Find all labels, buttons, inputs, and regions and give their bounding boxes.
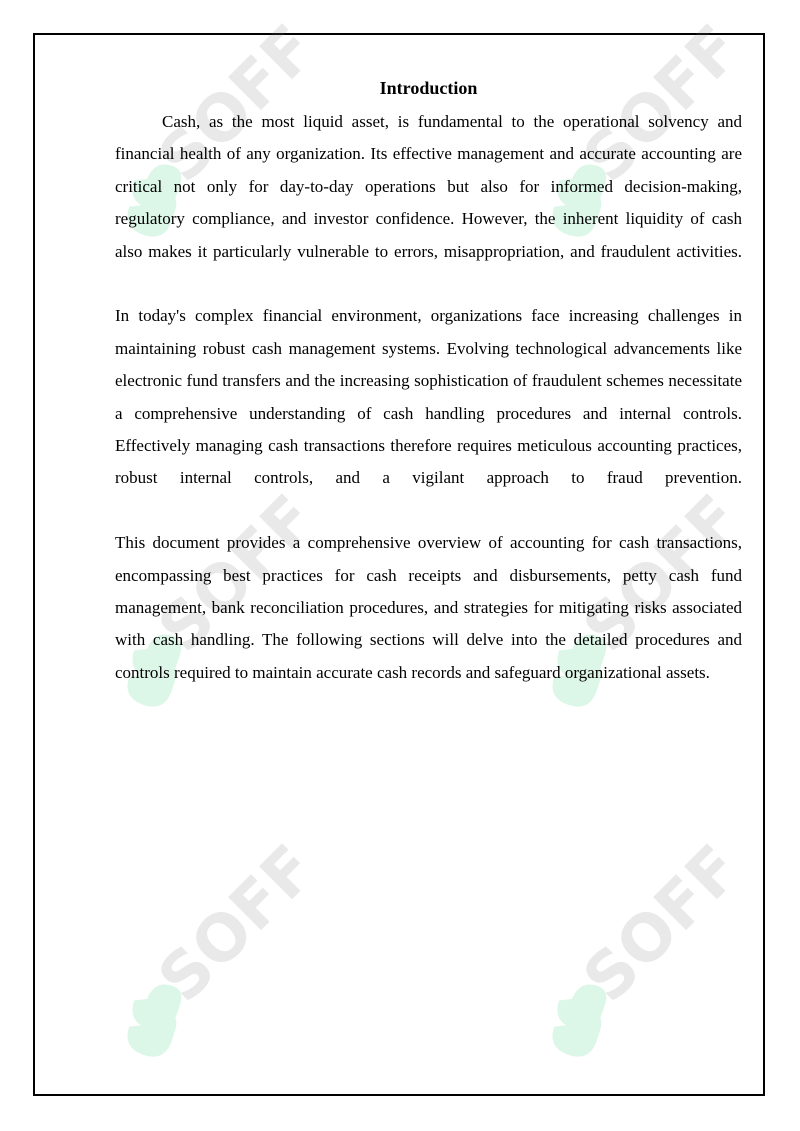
paragraph-spacer xyxy=(115,495,742,527)
svg-text:SOFF: SOFF xyxy=(569,490,755,667)
paragraph-overview: This document provides a comprehensive overview of accounting for cash transactions, encompassing best practices for cash receipts and disbursements, petty cash fund management, bank reconciliation procedures, and strategies for mitigating risks associated with cash handling. The following sections will delve into the detailed procedures and controls required to maintain accurate cash records and safeguard organizational assets. xyxy=(115,533,742,682)
svg-text:SOFF: SOFF xyxy=(569,20,755,197)
svg-text:SOFF: SOFF xyxy=(144,840,330,1017)
paragraph-spacer xyxy=(115,268,742,300)
paragraph-intro: Cash, as the most liquid asset, is fundamental to the operational solvency and financial health of any organization. Its effective management and accurate accounting are critical not only for day-to-day operations but also for informed decision-making, regulatory compliance, and investor confidence. However, the inherent liquidity of cash also makes it particularly vulnerable to errors, misappropriation, and fraudulent activities. xyxy=(115,112,742,261)
svg-text:SOFF: SOFF xyxy=(144,20,330,197)
paragraph-challenges: In today's complex financial environment, organizations face increasing challenges in maintaining robust cash management systems. Evolving technological advancements like electronic fund transfers and the increasing sophistication of fraudulent schemes necessitate a comprehensive understanding of cash handling procedures and internal controls. Effectively managing cash transactions therefore requires meticulous accounting practices, robust internal controls, and a vigilant approach to fraud prevention. xyxy=(115,306,742,488)
document-title: Introduction xyxy=(379,78,478,98)
document-body xyxy=(115,74,742,689)
svg-text:SOFF: SOFF xyxy=(144,490,330,667)
svg-text:SOFF: SOFF xyxy=(569,840,755,1017)
